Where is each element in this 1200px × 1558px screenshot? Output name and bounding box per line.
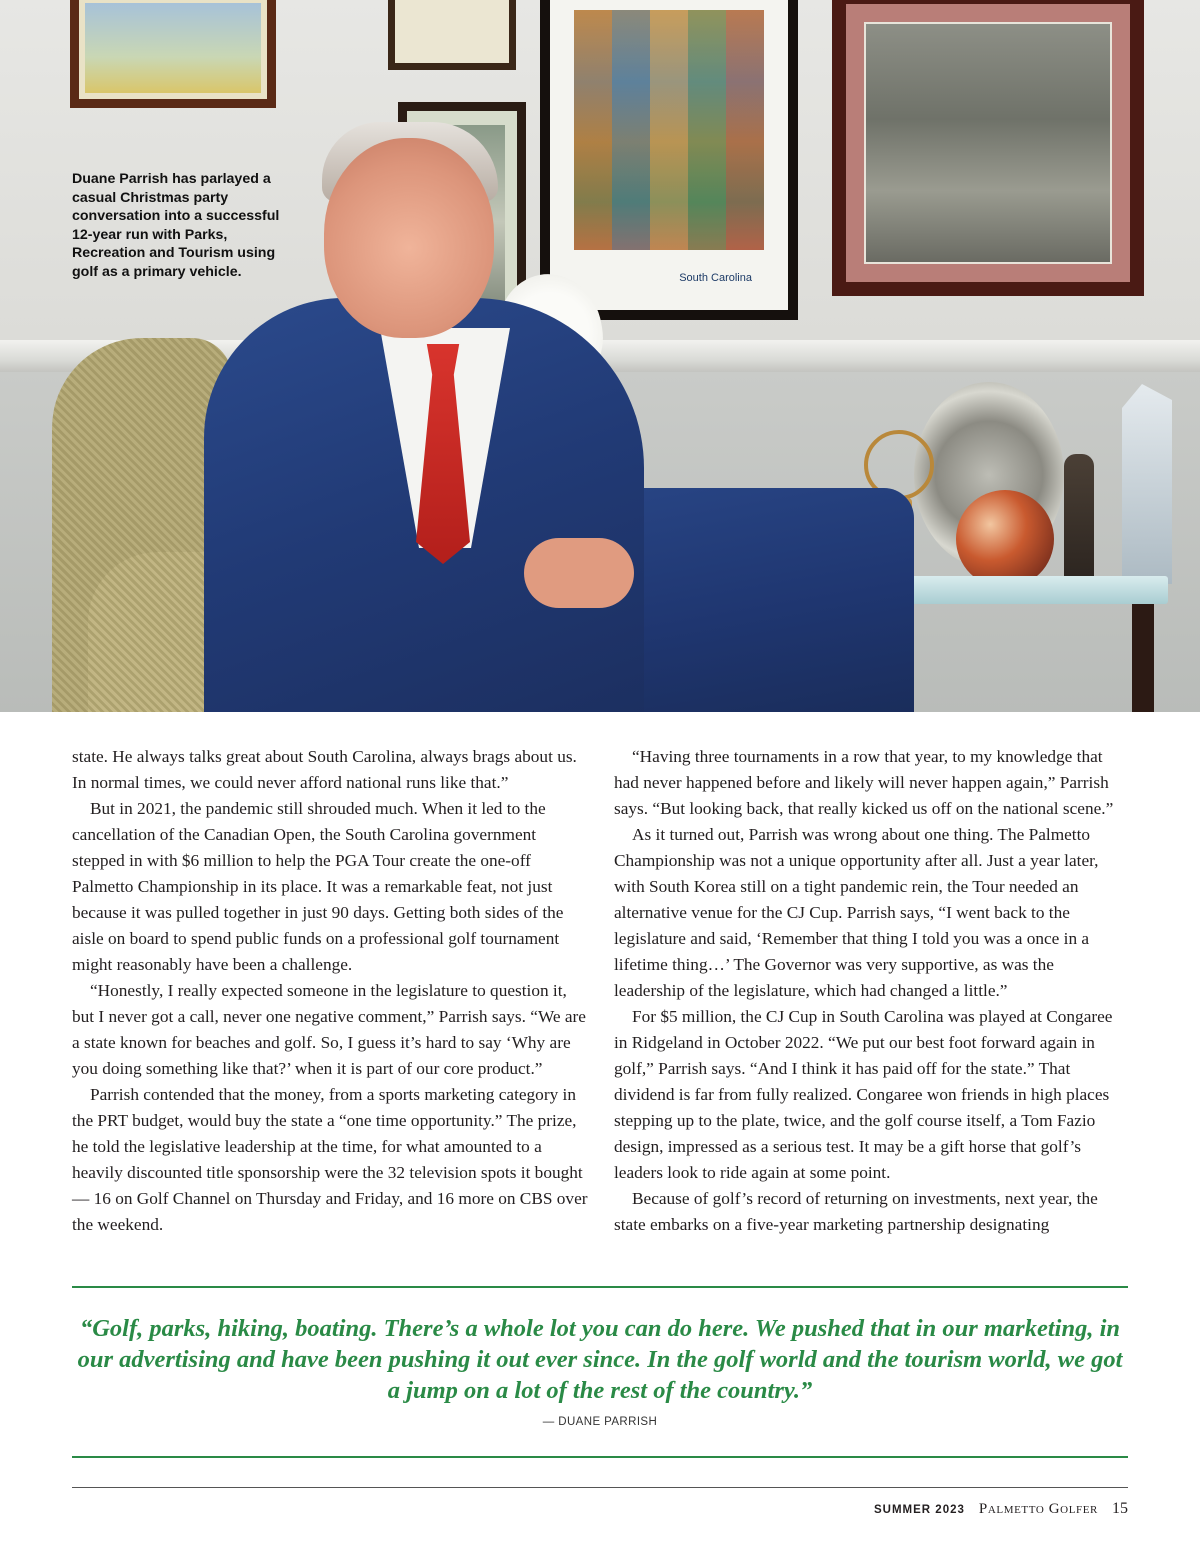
poster-label: South Carolina bbox=[679, 272, 752, 284]
pull-quote-bottom-rule bbox=[72, 1456, 1128, 1458]
page-footer bbox=[874, 1500, 1128, 1518]
paragraph: Parrish contended that the money, from a sports marketing category in the PRT budget, would buy the state a “one time opportunity.” The prize, he told the legislative leadership at the time, for what amounted to a heavily discounted title sponsorship were the 32 television spots it bought — 16 on Golf Channel on Thursday and Friday, and 16 more on CBS over the weekend. bbox=[72, 1085, 588, 1234]
pull-quote: “Golf, parks, hiking, boating. There’s a whole lot you can do here. We pushed that in our marketing, in our advertising and have been pushing it out ever since. In the golf world and the tourism world, we got a jump on a lot of the rest of the country.” bbox=[77, 1315, 1123, 1404]
crystal-trophy bbox=[1122, 384, 1172, 584]
pull-quote-top-rule bbox=[72, 1286, 1128, 1288]
page-number: 15 bbox=[1112, 1500, 1128, 1517]
paragraph: state. He always talks great about South Carolina, always brags about us. In normal times, we could never afford national runs like that.” bbox=[72, 747, 577, 792]
paragraph: “Honestly, I really expected someone in the legislature to question it, but I never got a call, never one negative comment,” Parrish says. “We are a state known for beaches and golf. So, I guess it’s hard to say ‘Why are you doing something like that?’ when it is part of our core product.” bbox=[72, 981, 586, 1078]
paragraph: As it turned out, Parrish was wrong about one thing. The Palmetto Championship was not a unique opportunity after all. Just a year later, with South Korea still on a tight pandemic rein, the Tour needed an alternative venue for the CJ Cup. Parrish says, “I went back to the legislature and said, ‘Remember that thing I told you was a once in a lifetime thing…’ The Governor was very supportive, as was the leadership of the legislature, which had changed a little.” bbox=[614, 825, 1099, 1000]
article-column-left bbox=[72, 744, 590, 1238]
framed-stamps bbox=[388, 0, 516, 70]
framed-poster bbox=[70, 0, 276, 108]
paragraph: Because of golf’s record of returning on investments, next year, the state embarks on a five-year marketing partnership designating bbox=[614, 1189, 1098, 1234]
paragraph: For $5 million, the CJ Cup in South Carolina was played at Congaree in Ridgeland in October 2022. “We put our best foot forward again in golf,” Parrish says. “And I think it has paid off for the state.” That dividend is far from fully realized. Congaree won friends in high places stepping up to the plate, twice, and the golf course itself, a Tom Fazio design, impressed as a serious test. It may be a gift horse that golf’s leaders look to ride again at some point. bbox=[614, 1007, 1113, 1182]
article-column-right bbox=[614, 744, 1128, 1238]
pull-quote-attribution: — DUANE PARRISH bbox=[542, 1416, 658, 1428]
paragraph: But in 2021, the pandemic still shrouded much. When it led to the cancellation of the Canadian Open, the South Carolina government stepped in with $6 million to help the PGA Tour create the one-off Palmetto Championship in its place. It was a remarkable feat, not just because it was pulled together in just 90 days. Getting both sides of the aisle on board to spend public funds on a professional golf tournament might reasonably have been a challenge. bbox=[72, 799, 564, 974]
golfer-statue bbox=[1064, 454, 1094, 584]
issue-season: SUMMER 2023 bbox=[874, 1504, 965, 1516]
footer-rule bbox=[72, 1487, 1128, 1488]
magazine-name: Palmetto Golfer bbox=[978, 1501, 1098, 1517]
feature-photo bbox=[0, 0, 1200, 712]
photo-caption: Duane Parrish has parlayed a casual Christmas party conversation into a successful 12-year run with Parks, Recreation and Tourism using golf as a primary vehicle. bbox=[72, 171, 280, 280]
glass-ball bbox=[956, 490, 1054, 588]
paragraph: “Having three tournaments in a row that year, to my knowledge that had never happened before and likely will never happen again,” Parrish says. “But looking back, that really kicked us off on the national scene.” bbox=[614, 747, 1114, 818]
duane-parrish-figure bbox=[194, 118, 914, 712]
